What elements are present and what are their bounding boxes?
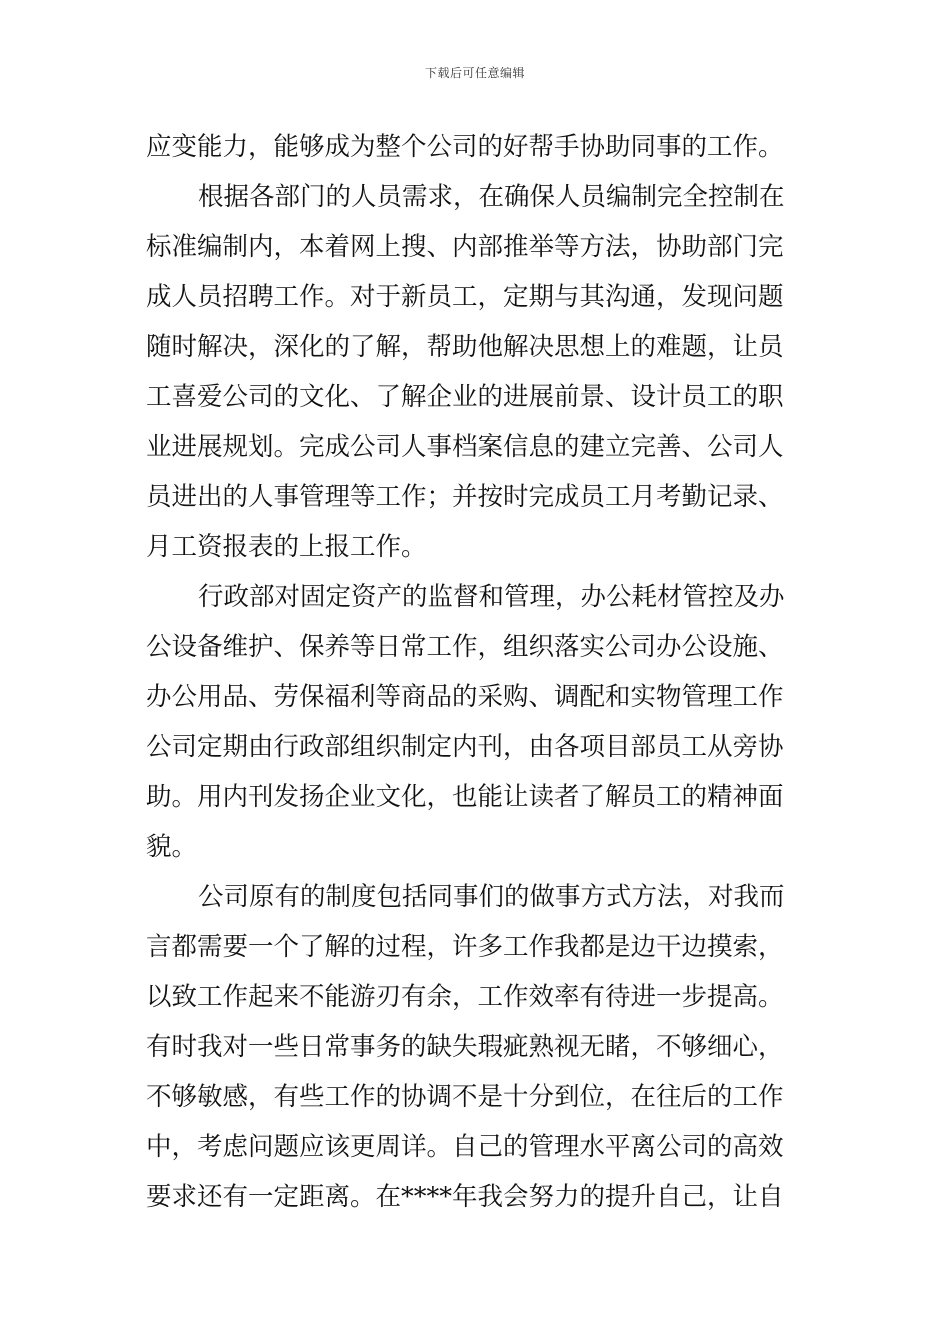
page-header: 下载后可任意编辑 xyxy=(424,66,525,80)
text-line: 标准编制内，本着网上搜、内部推举等方法，协助部门完 xyxy=(146,232,784,262)
document-body xyxy=(146,122,806,1222)
text-line: 公司定期由行政部组织制定内刊，由各项目部员工从旁协 xyxy=(146,732,784,762)
text-line: 不够敏感，有些工作的协调不是十分到位，在往后的工作 xyxy=(146,1082,784,1112)
text-line: 助。用内刊发扬企业文化，也能让读者了解员工的精神面 xyxy=(146,782,784,812)
text-line: 行政部对固定资产的监督和管理，办公耗材管控及办 xyxy=(198,582,785,612)
text-line: 业进展规划。完成公司人事档案信息的建立完善、公司人 xyxy=(146,432,784,462)
text-line: 要求还有一定距离。在****年我会努力的提升自己，让自 xyxy=(146,1182,784,1212)
text-line: 公司原有的制度包括同事们的做事方式方法，对我而 xyxy=(198,882,785,912)
text-line: 根据各部门的人员需求，在确保人员编制完全控制在 xyxy=(198,182,785,212)
text-line: 成人员招聘工作。对于新员工，定期与其沟通，发现问题 xyxy=(146,282,784,312)
text-line: 以致工作起来不能游刃有余，工作效率有待进一步提高。 xyxy=(146,982,784,1012)
text-line: 言都需要一个了解的过程，许多工作我都是边干边摸索， xyxy=(146,932,784,962)
text-line: 中，考虑问题应该更周详。自己的管理水平离公司的高效 xyxy=(146,1132,784,1162)
text-line: 公设备维护、保养等日常工作，组织落实公司办公设施、 xyxy=(146,632,784,662)
text-line: 貌。 xyxy=(146,832,198,862)
text-line: 有时我对一些日常事务的缺失瑕疵熟视无睹，不够细心， xyxy=(146,1032,784,1062)
text-line: 应变能力，能够成为整个公司的好帮手协助同事的工作。 xyxy=(146,132,784,162)
text-line: 月工资报表的上报工作。 xyxy=(146,532,427,562)
text-line: 工喜爱公司的文化、了解企业的进展前景、设计员工的职 xyxy=(146,382,784,412)
text-line: 员进出的人事管理等工作；并按时完成员工月考勤记录、 xyxy=(146,482,784,512)
text-line: 办公用品、劳保福利等商品的采购、调配和实物管理工作 xyxy=(146,682,784,712)
text-line: 随时解决，深化的了解，帮助他解决思想上的难题，让员 xyxy=(146,332,784,362)
